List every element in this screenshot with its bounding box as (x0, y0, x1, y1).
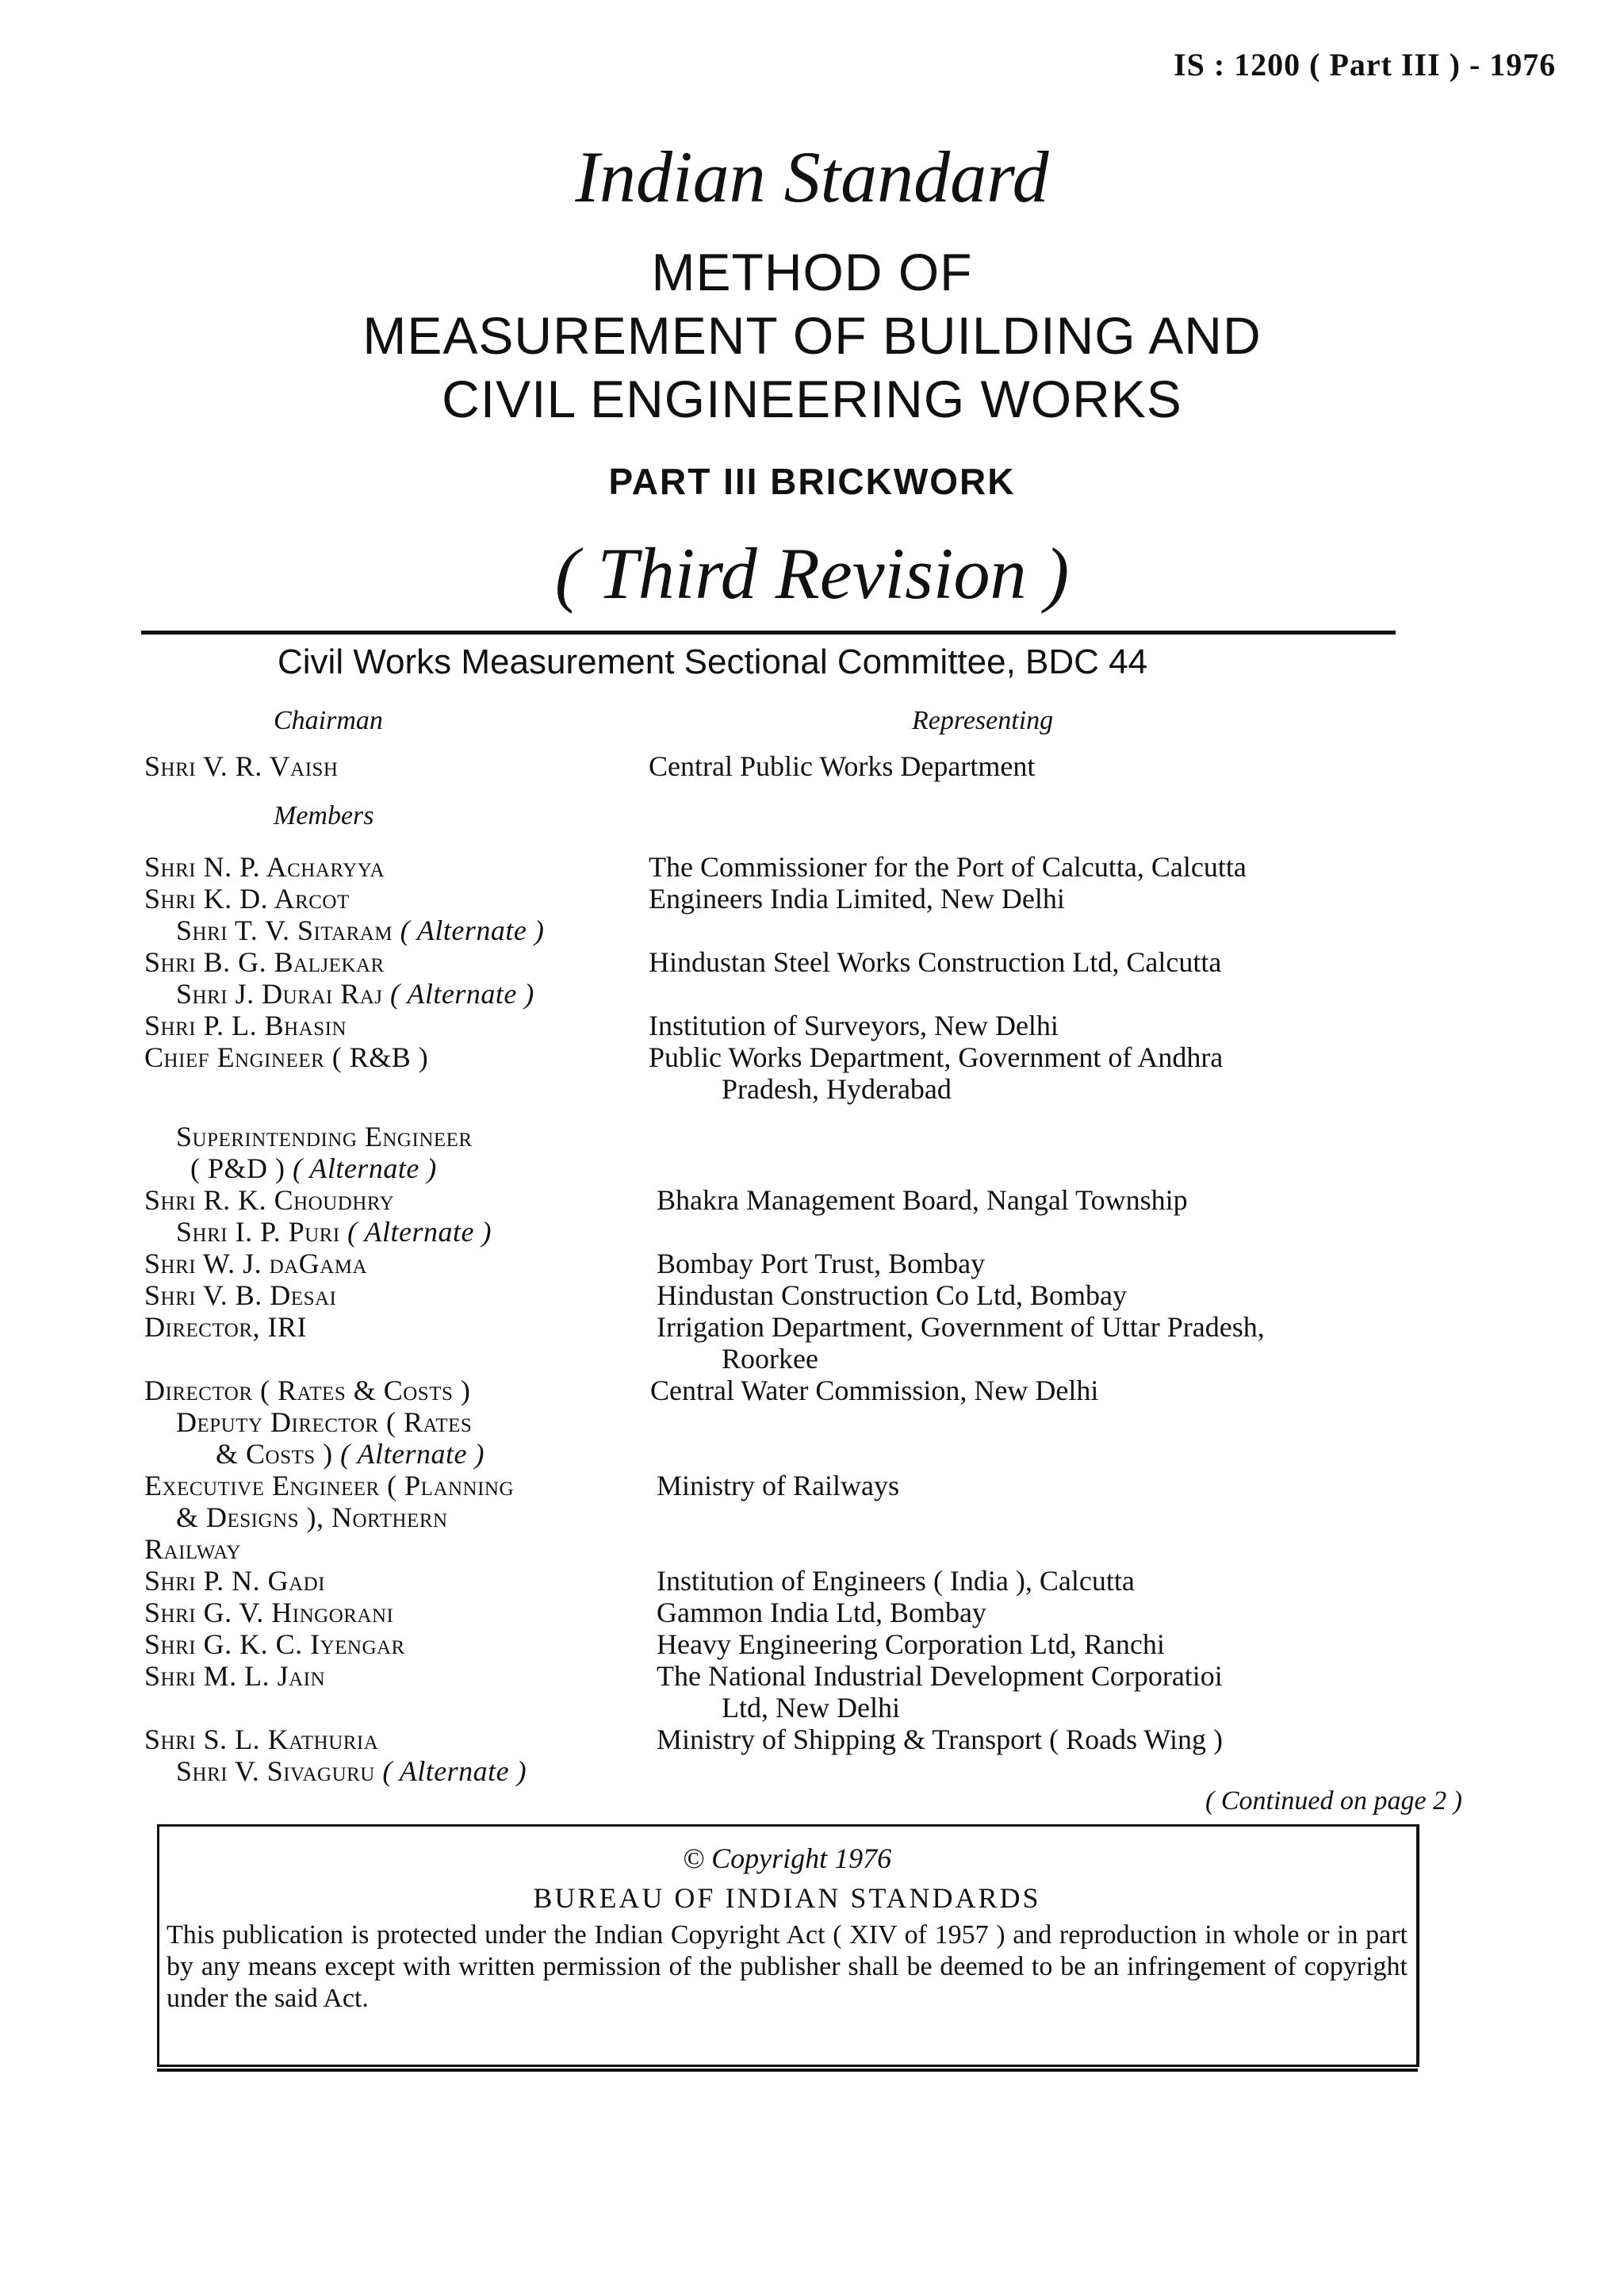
representing-label: Representing (912, 706, 1054, 735)
title-line-1: METHOD OF (651, 243, 973, 301)
member-rep: The National Industrial Development Corporatioi (657, 1660, 1223, 1692)
member-rep: Institution of Engineers ( India ), Calcutta (657, 1565, 1135, 1597)
member-rep-continued: Ltd, New Delhi (722, 1692, 900, 1724)
member-rep-continued: Roorkee (722, 1343, 818, 1375)
members-label: Members (274, 801, 374, 830)
member-alternate: Shri J. Durai Raj ( Alternate ) (176, 978, 534, 1010)
member-name: Executive Engineer ( Planning (144, 1470, 515, 1501)
title-indian-standard: Indian Standard (575, 136, 1049, 217)
member-name: Shri M. L. Jain (144, 1660, 326, 1692)
member-alternate-continued: ( P&D ) ( Alternate ) (190, 1152, 437, 1184)
standard-number: IS : 1200 ( Part III ) - 1976 (1174, 47, 1557, 82)
member-name: Director ( Rates & Costs ) (144, 1375, 471, 1406)
continued-note: ( Continued on page 2 ) (1205, 1786, 1462, 1816)
member-name: Shri P. N. Gadi (144, 1565, 326, 1597)
member-name: Chief Engineer ( R&B ) (144, 1041, 429, 1073)
member-rep: Hindustan Steel Works Construction Ltd, Calcutta (649, 946, 1222, 978)
member-rep: Heavy Engineering Corporation Ltd, Ranchi (657, 1628, 1165, 1660)
title-line-2: MEASUREMENT OF BUILDING AND (362, 306, 1262, 365)
member-rep-continued: Pradesh, Hyderabad (722, 1073, 952, 1105)
member-rep: Bombay Port Trust, Bombay (657, 1248, 986, 1279)
member-rep: Central Water Commission, New Delhi (650, 1375, 1099, 1406)
publisher-name: BUREAU OF INDIAN STANDARDS (533, 1882, 1041, 1914)
member-rep: Irrigation Department, Government of Uttar Pradesh, (657, 1311, 1265, 1343)
part-title: PART III BRICKWORK (608, 461, 1016, 502)
copyright-line: © Copyright 1976 (682, 1842, 892, 1874)
member-name: Shri K. D. Arcot (144, 883, 350, 915)
committee-name: Civil Works Measurement Sectional Committee, BDC 44 (278, 642, 1148, 681)
member-rep: Engineers India Limited, New Delhi (649, 883, 1065, 915)
revision-note: ( Third Revision ) (554, 533, 1070, 614)
member-name: Shri V. B. Desai (144, 1279, 337, 1311)
member-alternate: Superintending Engineer (176, 1121, 473, 1152)
member-name: Shri R. K. Choudhry (144, 1184, 395, 1216)
member-alternate: Deputy Director ( Rates (176, 1406, 473, 1438)
header-rule (141, 631, 1396, 635)
member-rep: Gammon India Ltd, Bombay (657, 1597, 986, 1628)
member-rep: Ministry of Railways (657, 1470, 899, 1501)
member-name: Director, IRI (144, 1311, 307, 1343)
member-name: Shri S. L. Kathuria (144, 1724, 379, 1755)
footer-rule (157, 2069, 1418, 2072)
title-line-3: CIVIL ENGINEERING WORKS (442, 370, 1182, 428)
member-name: Shri G. K. C. Iyengar (144, 1628, 405, 1660)
member-alternate: Shri V. Sivaguru ( Alternate ) (176, 1755, 527, 1787)
chairman-label: Chairman (274, 706, 383, 735)
member-rep: Central Public Works Department (649, 750, 1036, 782)
member-rep: Hindustan Construction Co Ltd, Bombay (657, 1279, 1127, 1311)
member-name: Shri B. G. Baljekar (144, 946, 385, 978)
member-rep: Ministry of Shipping & Transport ( Roads Wing ) (657, 1724, 1223, 1755)
member-name: Shri V. R. Vaish (144, 750, 339, 782)
member-name: Shri W. J. daGama (144, 1248, 368, 1279)
member-rep: Institution of Surveyors, New Delhi (649, 1010, 1059, 1041)
member-alternate: Shri I. P. Puri ( Alternate ) (176, 1216, 492, 1248)
member-alternate-continued: & Costs ) ( Alternate ) (216, 1438, 485, 1470)
copyright-notice: This publication is protected under the Indian Copyright Act ( XIV of 1957 ) and reproduction in whole or in part by any means except with written permission of the publisher shall be deemed to be an infringement of copyright under the said Act. (167, 1920, 1408, 2013)
member-name: Shri G. V. Hingorani (144, 1597, 394, 1628)
member-rep: The Commissioner for the Port of Calcutta, Calcutta (649, 851, 1247, 883)
member-rep: Public Works Department, Government of Andhra (649, 1041, 1224, 1073)
member-name: Shri N. P. Acharyya (144, 851, 385, 883)
member-name-continued: Railway (144, 1533, 241, 1565)
member-name: Shri P. L. Bhasin (144, 1010, 347, 1041)
member-alternate: Shri T. V. Sitaram ( Alternate ) (176, 915, 545, 946)
member-name-continued: & Designs ), Northern (176, 1501, 448, 1533)
member-rep: Bhakra Management Board, Nangal Township (657, 1184, 1188, 1216)
